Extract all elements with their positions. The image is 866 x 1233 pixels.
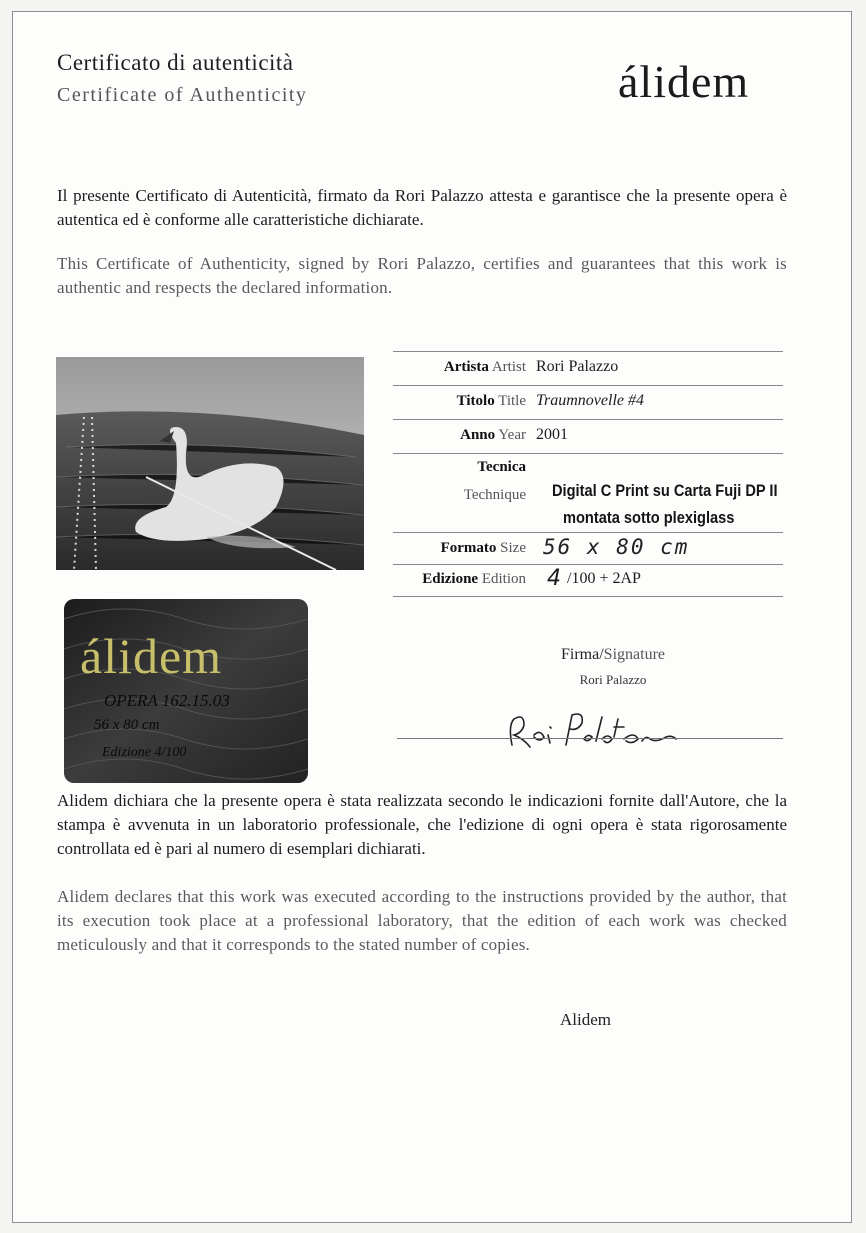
seal-size: 56 x 80 cm bbox=[94, 717, 160, 733]
closing-signature: Alidem bbox=[560, 1010, 611, 1029]
table-rule bbox=[393, 596, 783, 597]
technique-value-line1: Digital C Print su Carta Fuji DP II bbox=[552, 481, 778, 500]
certificate-title-italian: Certificato di autenticità bbox=[57, 50, 294, 75]
technique-label-it: Tecnica bbox=[477, 459, 526, 475]
hologram-seal bbox=[64, 599, 308, 783]
technique-label-en: Technique bbox=[463, 487, 526, 503]
size-value-handwritten: 56 x 80 cm bbox=[543, 535, 690, 559]
table-rule bbox=[393, 419, 783, 420]
seal-edition: Edizione 4/100 bbox=[102, 745, 187, 760]
artist-value: Rori Palazzo bbox=[536, 358, 619, 375]
table-rule bbox=[393, 453, 783, 454]
signature-name: Rori Palazzo bbox=[579, 672, 647, 687]
title-label: Titolo Title bbox=[456, 393, 526, 409]
artist-label: Artista Artist bbox=[443, 359, 526, 375]
edition-number-handwritten: 4 bbox=[547, 566, 561, 591]
artwork-photo bbox=[56, 357, 364, 570]
seal-opera-code: OPERA 162.15.03 bbox=[104, 691, 230, 710]
edition-total: /100 + 2AP bbox=[567, 570, 641, 587]
table-rule bbox=[393, 532, 783, 533]
declaration-italian: Alidem dichiara che la presente opera è stata realizzata secondo le indicazioni fornite dall'Autore, che la stampa è avvenuta in un laboratorio professionale, che l'edizione di ogni opera è stata rigorosamente controllata ed è pari al numero di esemplari dichiarati. bbox=[57, 791, 787, 858]
table-rule bbox=[393, 351, 783, 352]
year-label: Anno Year bbox=[460, 427, 526, 443]
declaration-english: Alidem declares that this work was executed according to the instructions provided by the author, that its execution took place at a professional laboratory, that the edition of each work was checked meticulously and that it corresponds to the stated number of copies. bbox=[57, 887, 787, 954]
year-value: 2001 bbox=[536, 426, 568, 443]
table-rule bbox=[393, 385, 783, 386]
signature-label: Firma/Signature bbox=[561, 646, 665, 663]
size-label: Formato Size bbox=[440, 540, 526, 556]
alidem-logo: álidem bbox=[618, 56, 750, 107]
certificate-title-english: Certificate of Authenticity bbox=[57, 84, 308, 106]
table-rule bbox=[393, 564, 783, 565]
intro-english: This Certificate of Authenticity, signed by Rori Palazzo, certifies and guarantees that this work is authentic and respects the declared information. bbox=[57, 254, 787, 297]
edition-label: Edizione Edition bbox=[422, 571, 526, 587]
intro-italian: Il presente Certificato di Autenticità, firmato da Rori Palazzo attesta e garantisce che la presente opera è autentica ed è conforme alle caratteristiche dichiarate. bbox=[57, 186, 787, 229]
title-value: Traumnovelle #4 bbox=[536, 392, 644, 409]
technique-value-line2: montata sotto plexiglass bbox=[563, 508, 735, 527]
handwritten-signature bbox=[484, 705, 704, 753]
seal-brand: álidem bbox=[80, 628, 223, 684]
signature-line bbox=[397, 738, 783, 739]
